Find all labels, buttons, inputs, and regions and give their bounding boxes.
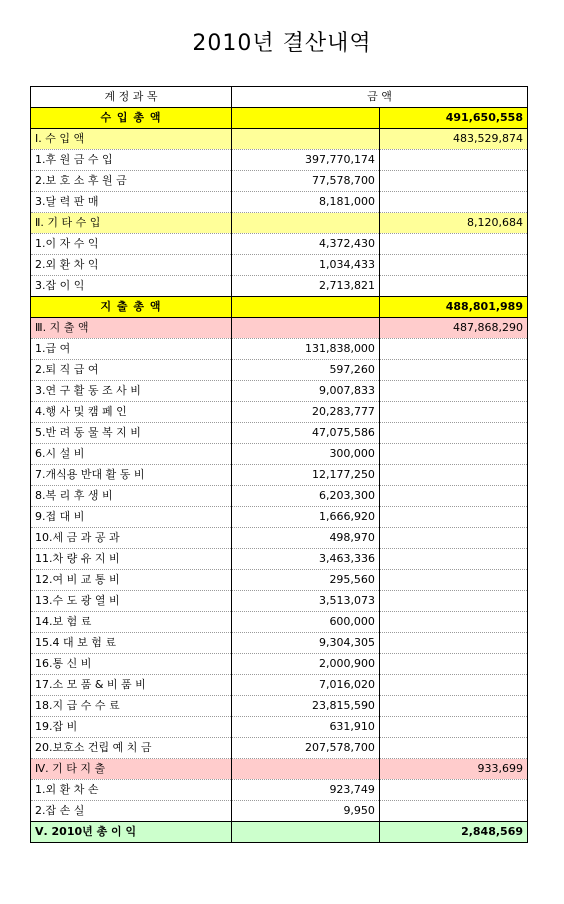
row-total-amount [379, 612, 527, 633]
row-total-amount [379, 549, 527, 570]
row-label: 14.보 험 료 [31, 612, 232, 633]
sub-pink-row [31, 759, 528, 780]
sub-yellow-row [31, 213, 528, 234]
row-total-amount [379, 171, 527, 192]
row-label: 10.세 금 과 공 과 [31, 528, 232, 549]
row-sub-amount: 498,970 [231, 528, 379, 549]
table-row [31, 654, 528, 675]
row-sub-amount: 2,000,900 [231, 654, 379, 675]
table-row [31, 171, 528, 192]
row-total-amount [379, 465, 527, 486]
row-total-amount [379, 528, 527, 549]
row-label: 6.시 설 비 [31, 444, 232, 465]
financial-statement-table [30, 86, 528, 843]
row-total-amount [379, 360, 527, 381]
row-label: 9.접 대 비 [31, 507, 232, 528]
row-label: 7.개식용 반대 활 동 비 [31, 465, 232, 486]
row-total-amount [379, 255, 527, 276]
row-label: 13.수 도 광 열 비 [31, 591, 232, 612]
row-total-amount [379, 150, 527, 171]
row-label: 8.복 리 후 생 비 [31, 486, 232, 507]
table-row [31, 150, 528, 171]
row-label: 2.보 호 소 후 원 금 [31, 171, 232, 192]
row-label: 1.이 자 수 익 [31, 234, 232, 255]
row-sub-amount: 9,304,305 [231, 633, 379, 654]
row-total-amount [379, 696, 527, 717]
row-label: 18.지 급 수 수 료 [31, 696, 232, 717]
total-row [31, 108, 528, 129]
row-sub-amount: 2,713,821 [231, 276, 379, 297]
row-sub-amount: 8,181,000 [231, 192, 379, 213]
row-sub-amount: 207,578,700 [231, 738, 379, 759]
row-label: 3.잡 이 익 [31, 276, 232, 297]
header-account: 계 정 과 목 [31, 87, 232, 108]
table-row [31, 255, 528, 276]
table-row [31, 402, 528, 423]
row-label: 1.급 여 [31, 339, 232, 360]
table-row [31, 360, 528, 381]
row-total-amount [379, 801, 527, 822]
row-label: 1.후 원 금 수 입 [31, 150, 232, 171]
row-label: 2.잡 손 실 [31, 801, 232, 822]
table-row [31, 528, 528, 549]
row-label: 16.통 신 비 [31, 654, 232, 675]
row-label: 15.4 대 보 험 료 [31, 633, 232, 654]
row-total-amount [379, 339, 527, 360]
row-total-amount [379, 381, 527, 402]
table-row [31, 339, 528, 360]
table-row [31, 738, 528, 759]
row-sub-amount: 600,000 [231, 612, 379, 633]
row-total-amount [379, 717, 527, 738]
row-total-amount: 483,529,874 [379, 129, 527, 150]
table-row [31, 507, 528, 528]
row-label: Ⅲ. 지 출 액 [31, 318, 232, 339]
table-row [31, 570, 528, 591]
table-row [31, 675, 528, 696]
row-label: 5.반 려 동 물 복 지 비 [31, 423, 232, 444]
row-sub-amount: 77,578,700 [231, 171, 379, 192]
row-label: Ⅱ. 기 타 수 입 [31, 213, 232, 234]
row-sub-amount: 9,950 [231, 801, 379, 822]
row-label: Ⅴ. 2010년 총 이 익 [31, 822, 232, 843]
row-sub-amount: 131,838,000 [231, 339, 379, 360]
row-sub-amount: 23,815,590 [231, 696, 379, 717]
row-total-amount [379, 591, 527, 612]
row-total-amount [379, 486, 527, 507]
row-sub-amount: 597,260 [231, 360, 379, 381]
row-total-amount: 8,120,684 [379, 213, 527, 234]
row-total-amount [379, 276, 527, 297]
row-sub-amount: 1,034,433 [231, 255, 379, 276]
table-row [31, 465, 528, 486]
row-sub-amount: 923,749 [231, 780, 379, 801]
row-total-amount [379, 780, 527, 801]
row-total-amount [379, 633, 527, 654]
row-total-amount [379, 423, 527, 444]
row-total-amount [379, 507, 527, 528]
row-sub-amount [231, 213, 379, 234]
row-total-amount [379, 192, 527, 213]
table-row [31, 717, 528, 738]
row-total-amount: 488,801,989 [379, 297, 527, 318]
row-sub-amount: 3,513,073 [231, 591, 379, 612]
final-row [31, 822, 528, 843]
row-sub-amount: 7,016,020 [231, 675, 379, 696]
table-row [31, 633, 528, 654]
row-label: 20.보호소 건립 예 치 금 [31, 738, 232, 759]
table-row [31, 486, 528, 507]
row-total-amount [379, 654, 527, 675]
table-row [31, 780, 528, 801]
table-row [31, 234, 528, 255]
row-total-amount: 491,650,558 [379, 108, 527, 129]
total-row [31, 297, 528, 318]
row-total-amount: 2,848,569 [379, 822, 527, 843]
row-sub-amount [231, 108, 379, 129]
row-total-amount [379, 402, 527, 423]
row-label: 12.여 비 교 통 비 [31, 570, 232, 591]
row-total-amount [379, 234, 527, 255]
table-row [31, 444, 528, 465]
sub-yellow-row [31, 129, 528, 150]
table-row [31, 192, 528, 213]
row-label: Ⅳ. 기 타 지 출 [31, 759, 232, 780]
row-label: 수 입 총 액 [31, 108, 232, 129]
table-row [31, 801, 528, 822]
page-title: 2010년 결산내역 [192, 31, 372, 56]
table-row [31, 591, 528, 612]
row-label: 1.외 환 차 손 [31, 780, 232, 801]
row-total-amount: 933,699 [379, 759, 527, 780]
row-label: 19.잡 비 [31, 717, 232, 738]
row-label: 2.퇴 직 급 여 [31, 360, 232, 381]
table-header-row [31, 87, 528, 108]
row-sub-amount: 9,007,833 [231, 381, 379, 402]
header-amount: 금 액 [231, 87, 527, 108]
row-sub-amount [231, 318, 379, 339]
row-sub-amount [231, 822, 379, 843]
table-row [31, 612, 528, 633]
row-label: 4.행 사 및 캠 페 인 [31, 402, 232, 423]
row-sub-amount: 397,770,174 [231, 150, 379, 171]
row-total-amount [379, 675, 527, 696]
row-label: 2.외 환 차 익 [31, 255, 232, 276]
row-sub-amount: 1,666,920 [231, 507, 379, 528]
row-label: 3.달 력 판 매 [31, 192, 232, 213]
row-sub-amount: 4,372,430 [231, 234, 379, 255]
row-sub-amount [231, 759, 379, 780]
row-label: 11.차 량 유 지 비 [31, 549, 232, 570]
row-total-amount: 487,868,290 [379, 318, 527, 339]
row-label: Ⅰ. 수 입 액 [31, 129, 232, 150]
table-row [31, 549, 528, 570]
table-row [31, 423, 528, 444]
row-sub-amount: 47,075,586 [231, 423, 379, 444]
row-sub-amount: 20,283,777 [231, 402, 379, 423]
sub-pink-row [31, 318, 528, 339]
row-total-amount [379, 570, 527, 591]
row-sub-amount [231, 297, 379, 318]
row-sub-amount: 300,000 [231, 444, 379, 465]
table-row [31, 381, 528, 402]
row-sub-amount: 631,910 [231, 717, 379, 738]
row-total-amount [379, 444, 527, 465]
row-label: 17.소 모 품 & 비 품 비 [31, 675, 232, 696]
row-sub-amount: 6,203,300 [231, 486, 379, 507]
table-row [31, 696, 528, 717]
row-label: 3.연 구 활 동 조 사 비 [31, 381, 232, 402]
row-sub-amount: 3,463,336 [231, 549, 379, 570]
row-label: 지 출 총 액 [31, 297, 232, 318]
row-total-amount [379, 738, 527, 759]
row-sub-amount: 295,560 [231, 570, 379, 591]
table-row [31, 276, 528, 297]
row-sub-amount: 12,177,250 [231, 465, 379, 486]
row-sub-amount [231, 129, 379, 150]
